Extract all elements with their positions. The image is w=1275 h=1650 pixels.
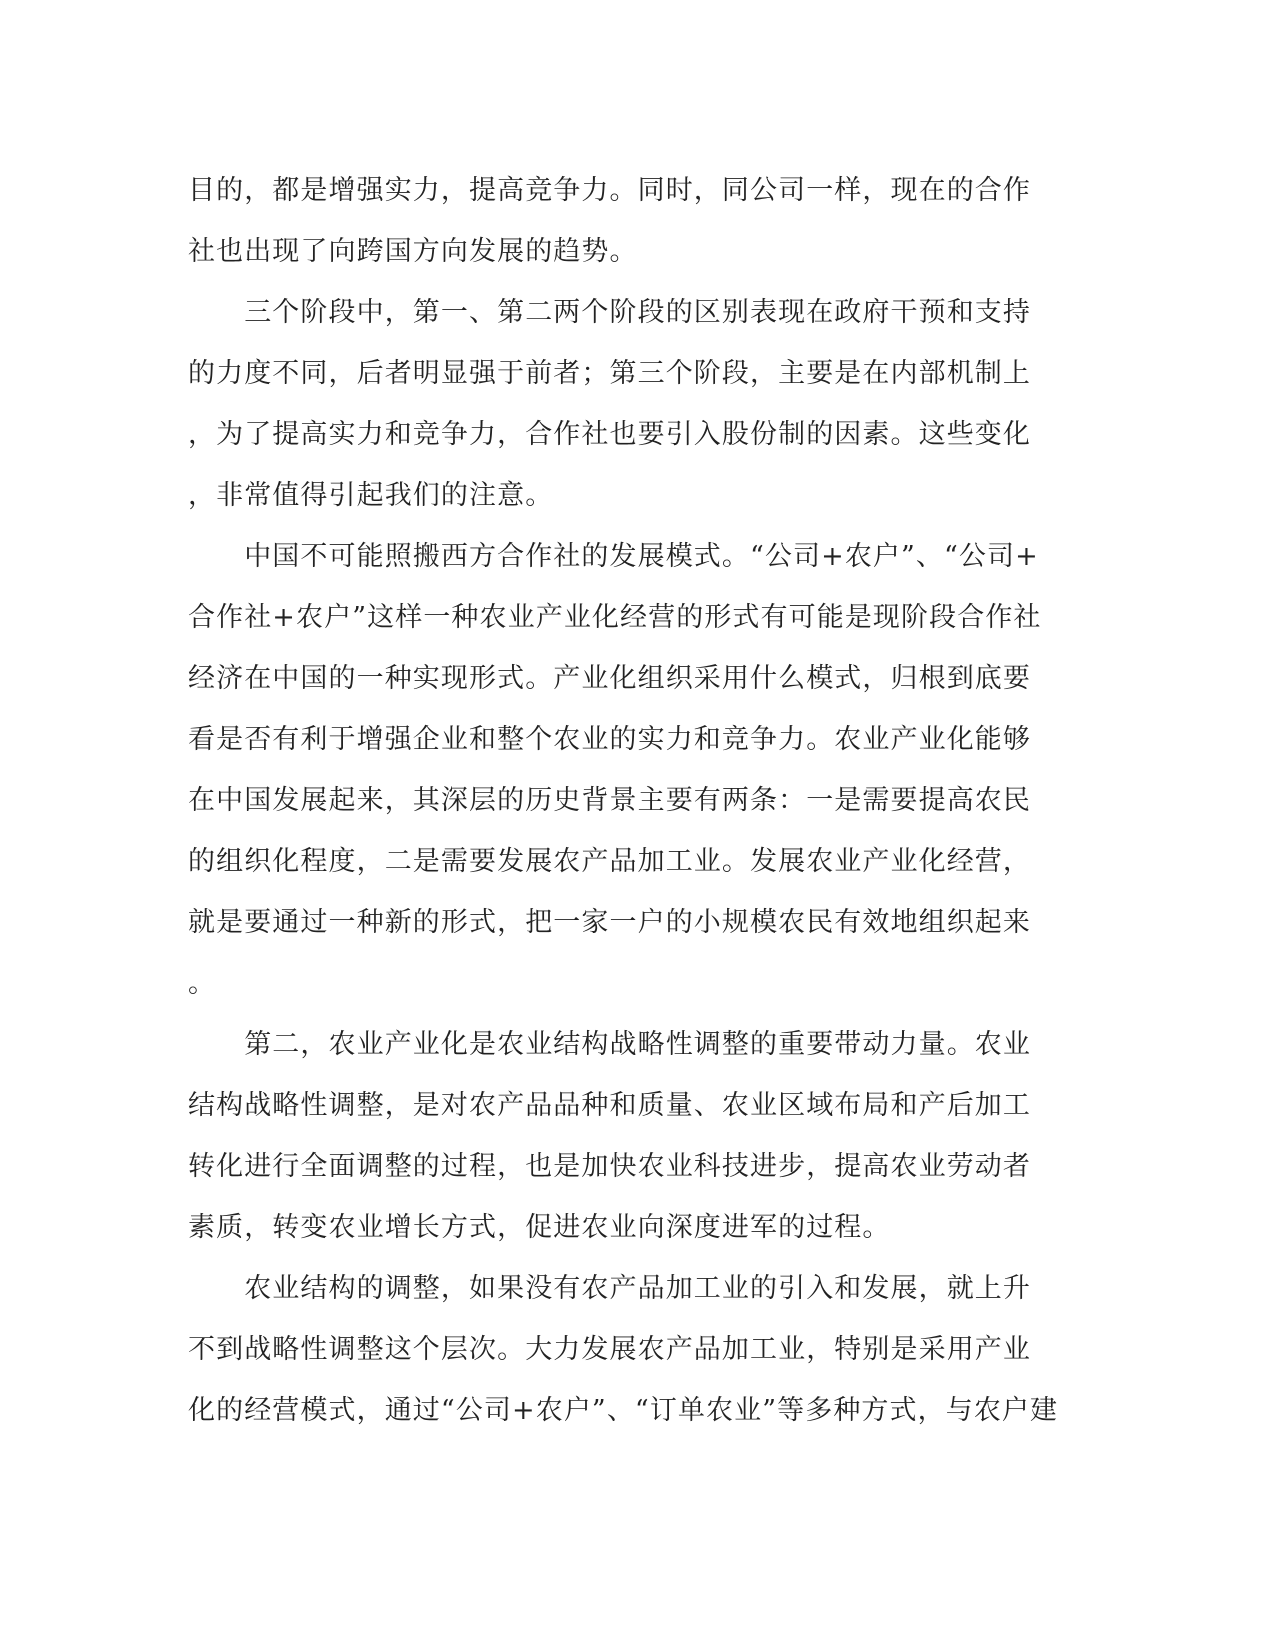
text-line: 结构战略性调整，是对农产品品种和质量、农业区域布局和产后加工 <box>188 1090 1031 1121</box>
text-line: 目的，都是增强实力，提高竞争力。同时，同公司一样，现在的合作 <box>188 175 1031 206</box>
document-body <box>188 160 1068 1441</box>
text-line: ，非常值得引起我们的注意。 <box>188 480 554 511</box>
paragraph-2 <box>188 282 1068 526</box>
text-line: 经济在中国的一种实现形式。产业化组织采用什么模式，归根到底要 <box>188 663 1031 694</box>
text-line: ，为了提高实力和竞争力，合作社也要引入股份制的因素。这些变化 <box>188 419 1031 450</box>
text-line: 素质，转变农业增长方式，促进农业向深度进军的过程。 <box>188 1212 891 1243</box>
text-line: 化的经营模式，通过“公司+农户”、“订单农业”等多种方式，与农户建 <box>188 1395 1059 1426</box>
paragraph-3 <box>188 526 1068 1014</box>
paragraph-1 <box>188 160 1068 282</box>
paragraph-5 <box>188 1258 1068 1441</box>
text-line: 的组织化程度，二是需要发展农产品加工业。发展农业产业化经营， <box>188 846 1031 877</box>
text-line: 第二，农业产业化是农业结构战略性调整的重要带动力量。农业 <box>188 1029 1031 1060</box>
text-line: 转化进行全面调整的过程，也是加快农业科技进步，提高农业劳动者 <box>188 1151 1031 1182</box>
text-line: 看是否有利于增强企业和整个农业的实力和竞争力。农业产业化能够 <box>188 724 1031 755</box>
text-line: 的力度不同，后者明显强于前者；第三个阶段，主要是在内部机制上 <box>188 358 1031 389</box>
text-line: 就是要通过一种新的形式，把一家一户的小规模农民有效地组织起来 <box>188 907 1031 938</box>
text-line: 农业结构的调整，如果没有农产品加工业的引入和发展，就上升 <box>188 1273 1031 1304</box>
text-line: 不到战略性调整这个层次。大力发展农产品加工业，特别是采用产业 <box>188 1334 1031 1365</box>
text-line: 社也出现了向跨国方向发展的趋势。 <box>188 236 638 267</box>
text-line: 合作社+农户”这样一种农业产业化经营的形式有可能是现阶段合作社 <box>188 602 1042 633</box>
text-line: 。 <box>188 968 217 999</box>
paragraph-4 <box>188 1014 1068 1258</box>
text-line: 中国不可能照搬西方合作社的发展模式。“公司+农户”、“公司+ <box>188 541 1039 572</box>
text-line: 三个阶段中，第一、第二两个阶段的区别表现在政府干预和支持 <box>188 297 1031 328</box>
text-line: 在中国发展起来，其深层的历史背景主要有两条：一是需要提高农民 <box>188 785 1031 816</box>
